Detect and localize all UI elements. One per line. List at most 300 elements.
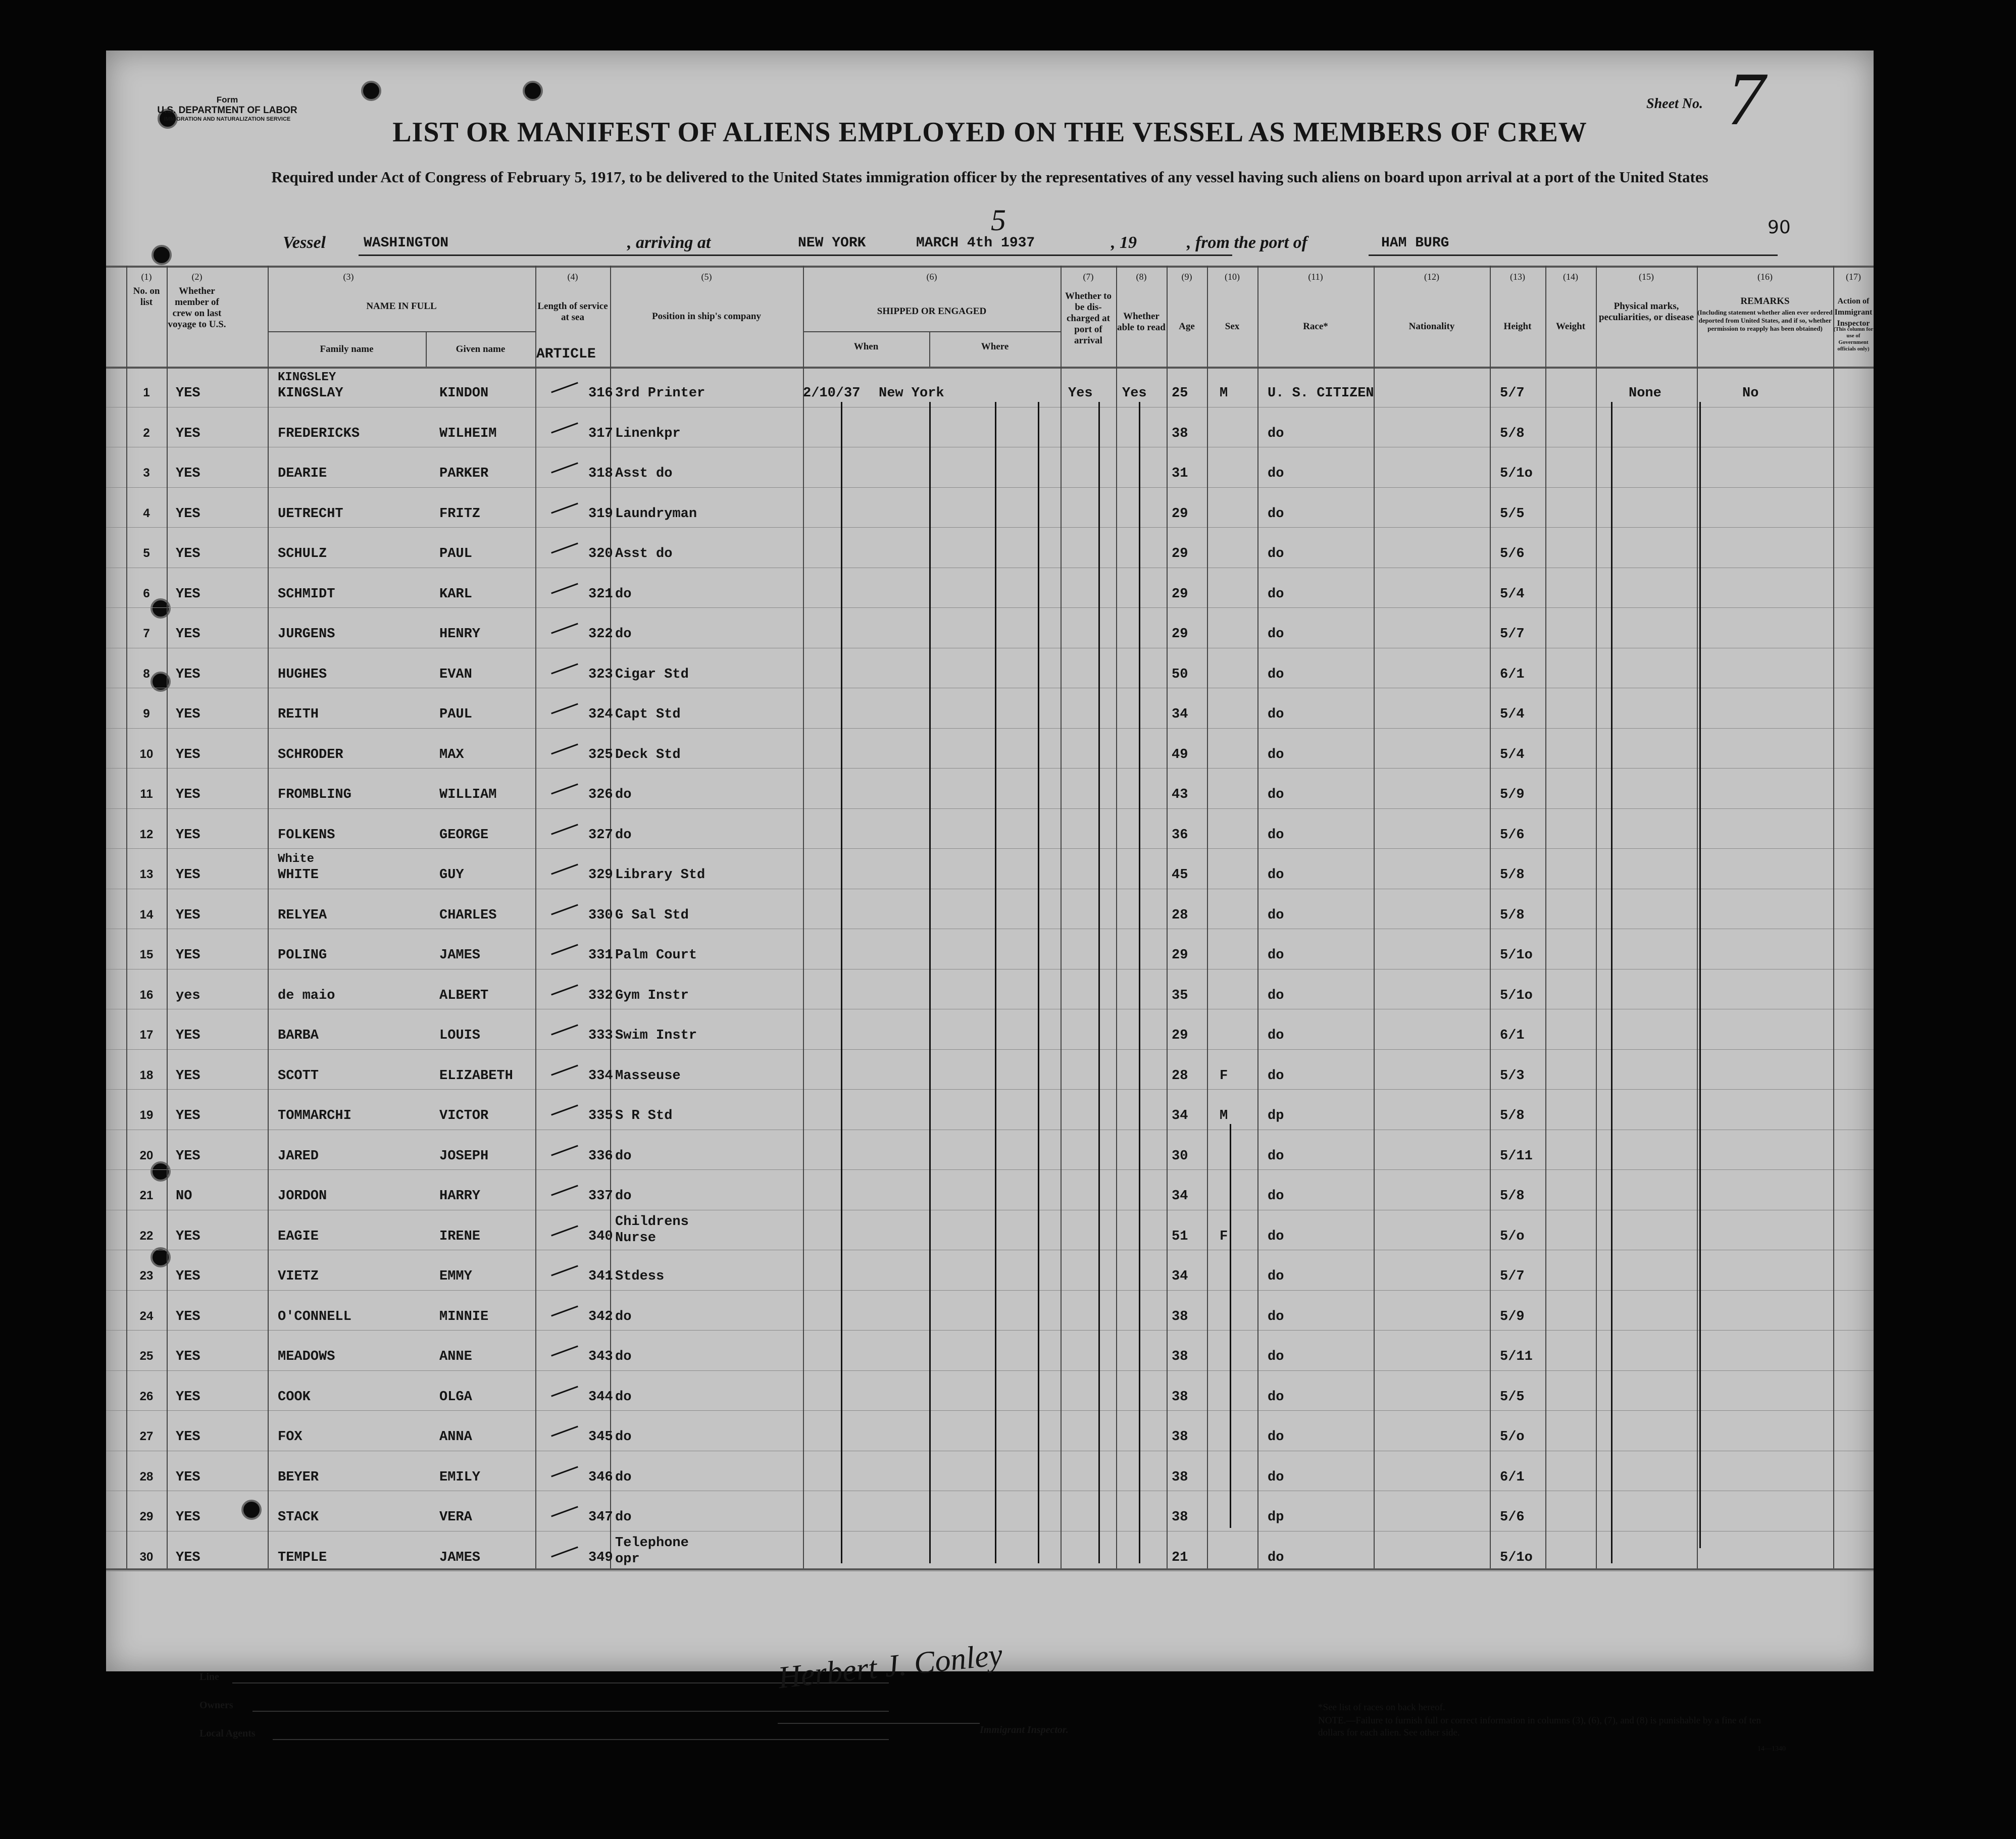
cell-given: GUY — [439, 867, 464, 883]
arrival-date: MARCH 4th 1937 — [916, 235, 1035, 251]
column-number: (9) — [1181, 272, 1192, 282]
header-position: Position in ship's company — [652, 311, 761, 322]
cell-age: 49 — [1172, 747, 1188, 762]
table-row — [106, 487, 1874, 528]
cell-given: JAMES — [439, 1550, 481, 1565]
date-correction: 5 — [991, 203, 1006, 237]
cell-height: 5/8 — [1500, 867, 1525, 883]
cell-read: Yes — [1122, 386, 1147, 401]
cell-member: NO — [176, 1189, 192, 1204]
owners-field — [253, 1711, 889, 1712]
column-number: (6) — [926, 272, 937, 282]
cell-race: do — [1268, 466, 1284, 481]
cell-article: 329 — [588, 867, 613, 883]
document-subtitle: Required under Act of Congress of February 5, 1917, to be delivered to the United States immigration officer by the representatives of any vessel having such aliens on board upon arrival at a port of the United States — [271, 168, 1708, 186]
cell-age: 28 — [1172, 908, 1188, 923]
arriving-label: , arriving at — [627, 233, 711, 252]
cell-height: 5/7 — [1500, 386, 1525, 401]
check-mark-icon — [551, 744, 578, 755]
cell-age: 30 — [1172, 1149, 1188, 1164]
cell-race: do — [1268, 1309, 1284, 1324]
cell-member: YES — [176, 1390, 200, 1405]
cell-height: 5/6 — [1500, 828, 1525, 843]
column-number: (11) — [1308, 272, 1323, 282]
cell-age: 34 — [1172, 707, 1188, 722]
cell-article: 327 — [588, 828, 613, 843]
header-nationality: Nationality — [1408, 321, 1455, 332]
cell-article: 333 — [588, 1028, 613, 1043]
cell-member: YES — [176, 506, 200, 522]
ditto-line — [1611, 402, 1612, 1563]
cell-height: 5/9 — [1500, 787, 1525, 802]
table-row — [106, 1491, 1874, 1531]
cell-article: 347 — [588, 1510, 613, 1525]
cell-family: SCHRODER — [278, 747, 343, 762]
cell-age: 28 — [1172, 1068, 1188, 1084]
cell-position: Masseuse — [615, 1068, 681, 1084]
table-row — [106, 1370, 1874, 1411]
cell-family: JARED — [278, 1149, 319, 1164]
cell-height: 5/11 — [1500, 1349, 1533, 1364]
cell-given: VERA — [439, 1510, 472, 1525]
header-where: Where — [981, 341, 1009, 352]
check-mark-icon — [551, 1466, 578, 1477]
cell-race: do — [1268, 988, 1284, 1003]
cell-no: 8 — [143, 667, 150, 681]
cell-article: 322 — [588, 627, 613, 642]
year-label: , 19 — [1111, 233, 1137, 252]
cell-article: 318 — [588, 466, 613, 481]
cell-height: 5/8 — [1500, 908, 1525, 923]
document-title: LIST OR MANIFEST OF ALIENS EMPLOYED ON THE VESSEL AS MEMBERS OF CREW — [392, 117, 1587, 148]
cell-position: Capt Std — [615, 707, 681, 722]
department-label: U.S. DEPARTMENT OF LABOR — [157, 105, 297, 116]
header-weight: Weight — [1555, 321, 1586, 332]
cell-family: SCOTT — [278, 1068, 319, 1084]
table-row — [106, 728, 1874, 769]
cell-no: 26 — [139, 1390, 154, 1403]
check-mark-icon — [551, 864, 578, 875]
cell-race: do — [1268, 1429, 1284, 1445]
cell-no: 17 — [139, 1028, 154, 1042]
cell-no: 11 — [140, 787, 153, 801]
cell-member: YES — [176, 1149, 200, 1164]
sheet-label: Sheet No. — [1646, 96, 1703, 112]
cell-age: 34 — [1172, 1108, 1188, 1123]
cell-given: KINDON — [439, 386, 489, 401]
ditto-line — [1098, 402, 1100, 1563]
family-name-overwrite: KINGSLEY — [278, 371, 336, 384]
check-mark-icon — [551, 543, 578, 554]
cell-given: JOSEPH — [439, 1149, 489, 1164]
cell-article: 349 — [588, 1550, 613, 1565]
header-sex: Sex — [1225, 321, 1240, 332]
table-row — [106, 607, 1874, 648]
cell-family: POLING — [278, 948, 327, 963]
cell-position: 3rd Printer — [615, 386, 705, 401]
cell-family: STACK — [278, 1510, 319, 1525]
vessel-name: WASHINGTON — [364, 235, 449, 251]
table-row — [106, 808, 1874, 849]
cell-sex: F — [1220, 1068, 1228, 1084]
cell-family: O'CONNELL — [278, 1309, 351, 1324]
name-subheader-divider — [268, 331, 535, 332]
column-number: (1) — [141, 272, 152, 282]
cell-no: 19 — [139, 1108, 154, 1122]
cell-position: Cigar Std — [615, 667, 689, 682]
cell-no: 25 — [139, 1349, 154, 1363]
cell-age: 29 — [1172, 546, 1188, 561]
cell-family: UETRECHT — [278, 506, 343, 522]
cell-article: 342 — [588, 1309, 613, 1324]
cell-given: ELIZABETH — [439, 1068, 513, 1084]
cell-discharged: Yes — [1068, 386, 1093, 401]
cell-no: 20 — [139, 1149, 154, 1162]
table-row — [106, 1009, 1874, 1049]
inspector-label: Immigrant Inspector. — [980, 1724, 1069, 1735]
races-note: *See list of races on back hereof. — [1318, 1702, 1445, 1713]
header-age: Age — [1179, 321, 1195, 332]
cell-race: do — [1268, 747, 1284, 762]
cell-height: 6/1 — [1500, 667, 1525, 682]
cell-given: FRITZ — [439, 506, 481, 522]
cell-race: do — [1268, 1470, 1284, 1485]
from-port: HAM BURG — [1381, 235, 1449, 251]
column-number: (5) — [701, 272, 712, 282]
cell-age: 38 — [1172, 1349, 1188, 1364]
cell-age: 50 — [1172, 667, 1188, 682]
cell-given: ALBERT — [439, 988, 489, 1003]
cell-position: Linenkpr — [615, 426, 681, 441]
header-family-name: Family name — [320, 344, 374, 354]
cell-height: 5/7 — [1500, 1269, 1525, 1284]
underline — [1369, 254, 1778, 256]
line-label: Line — [199, 1671, 219, 1682]
header-remarks: REMARKS — [1740, 296, 1790, 306]
cell-member: YES — [176, 1429, 200, 1445]
cell-member: YES — [176, 1229, 200, 1244]
cell-race: do — [1268, 1390, 1284, 1405]
header-member: Whether member of crew on last voyage to U.S. — [168, 286, 226, 330]
ditto-line — [929, 402, 931, 1563]
agents-label: Local Agents — [199, 1728, 256, 1739]
cell-age: 38 — [1172, 1429, 1188, 1445]
cell-position: Stdess — [615, 1269, 665, 1284]
cell-when: 2/10/37 — [803, 386, 861, 401]
cell-article: 326 — [588, 787, 613, 802]
cell-given: JAMES — [439, 948, 481, 963]
inspector-signature: Herbert J. Conley — [776, 1637, 1004, 1696]
table-row — [106, 1250, 1874, 1290]
cell-no: 21 — [139, 1189, 154, 1202]
table-row — [106, 929, 1874, 969]
cell-race: do — [1268, 1229, 1284, 1244]
header-able-to-read: Whether able to read — [1117, 311, 1166, 333]
cell-article: 336 — [588, 1149, 613, 1164]
table-row — [106, 648, 1874, 688]
cell-height: 5/1o — [1500, 948, 1533, 963]
cell-age: 29 — [1172, 506, 1188, 522]
cell-position: do — [615, 1149, 632, 1164]
cell-member: YES — [176, 908, 200, 923]
cell-family: COOK — [278, 1390, 311, 1405]
cell-article: 317 — [588, 426, 613, 441]
cell-member: YES — [176, 667, 200, 682]
cell-no: 6 — [143, 587, 150, 600]
cell-height: 5/4 — [1500, 747, 1525, 762]
cell-member: YES — [176, 707, 200, 722]
cell-family: VIETZ — [278, 1269, 319, 1284]
cell-family: FOX — [278, 1429, 303, 1445]
cell-height: 5/8 — [1500, 426, 1525, 441]
cell-race: dp — [1268, 1108, 1284, 1123]
cell-family: FROMBLING — [278, 787, 351, 802]
ditto-line — [1139, 402, 1140, 1563]
cell-no: 23 — [139, 1269, 154, 1283]
header-height: Height — [1503, 321, 1532, 332]
cell-no: 28 — [139, 1470, 154, 1484]
family-name-overwrite: White — [278, 852, 315, 866]
check-mark-icon — [551, 904, 578, 915]
cell-sex: M — [1220, 1108, 1228, 1123]
cell-given: IRENE — [439, 1229, 481, 1244]
cell-family: FREDERICKS — [278, 426, 360, 441]
cell-race: do — [1268, 1349, 1284, 1364]
cell-article: 319 — [588, 506, 613, 522]
column-number: (16) — [1757, 272, 1773, 282]
cell-race: do — [1268, 506, 1284, 522]
cell-family: RELYEA — [278, 908, 327, 923]
table-row — [106, 568, 1874, 608]
cell-given: ANNA — [439, 1429, 472, 1445]
table-row — [106, 1330, 1874, 1370]
cell-family: MEADOWS — [278, 1349, 335, 1364]
cell-position: do — [615, 1470, 632, 1485]
cell-race: do — [1268, 1269, 1284, 1284]
cell-race: do — [1268, 707, 1284, 722]
header-shipped-engaged: SHIPPED OR ENGAGED — [877, 306, 987, 317]
underline — [727, 254, 1232, 256]
cell-member: YES — [176, 466, 200, 481]
cell-no: 15 — [139, 948, 154, 961]
penalty-note: NOTE.—Failure to furnish full or correct information in columns (3), (6), (7), and (8) is punishable by a fine of ten dollars for each alien. See other side. — [1318, 1715, 1761, 1738]
cell-article: 337 — [588, 1189, 613, 1204]
cell-given: WILLIAM — [439, 787, 497, 802]
column-number: (4) — [567, 272, 578, 282]
cell-member: YES — [176, 386, 200, 401]
cell-no: 16 — [139, 988, 154, 1002]
cell-article: 331 — [588, 948, 613, 963]
cell-position: do — [615, 1510, 632, 1525]
signature-line — [778, 1723, 980, 1724]
header-action: Action of Immigrant Inspector — [1834, 297, 1873, 328]
arriving-port: NEW YORK — [798, 235, 866, 251]
cell-remarks: No — [1742, 386, 1759, 401]
cell-position: do — [615, 1309, 632, 1324]
cell-position: do — [615, 1429, 632, 1445]
cell-member: YES — [176, 1349, 200, 1364]
cell-given: EVAN — [439, 667, 472, 682]
cell-family: EAGIE — [278, 1229, 319, 1244]
cell-race: do — [1268, 667, 1284, 682]
agents-field — [273, 1739, 889, 1740]
cell-given: EMILY — [439, 1470, 481, 1485]
cell-given: PARKER — [439, 466, 489, 481]
cell-member: YES — [176, 1550, 200, 1565]
cell-height: 5/7 — [1500, 627, 1525, 642]
cell-age: 38 — [1172, 1309, 1188, 1324]
cell-height: 5/5 — [1500, 506, 1525, 522]
cell-age: 51 — [1172, 1229, 1188, 1244]
cell-race: do — [1268, 908, 1284, 923]
punch-hole-icon — [152, 245, 172, 265]
header-physical-marks: Physical marks, peculiarities, or disease — [1598, 301, 1694, 323]
cell-race: do — [1268, 587, 1284, 602]
ditto-line — [1699, 402, 1701, 1548]
cell-article: 344 — [588, 1390, 613, 1405]
vessel-label: Vessel — [283, 233, 326, 252]
cell-no: 10 — [139, 747, 154, 761]
ditto-line — [1230, 1124, 1231, 1528]
cell-race: do — [1268, 948, 1284, 963]
table-top-border — [106, 266, 1874, 268]
cell-race: dp — [1268, 1510, 1284, 1525]
cell-position: Library Std — [615, 867, 705, 883]
table-row — [106, 688, 1874, 728]
cell-race: do — [1268, 426, 1284, 441]
cell-given: MAX — [439, 747, 464, 762]
check-mark-icon — [551, 663, 578, 675]
cell-position: do — [615, 1390, 632, 1405]
cell-race: do — [1268, 867, 1284, 883]
cell-height: 5/1o — [1500, 1550, 1533, 1565]
cell-age: 45 — [1172, 867, 1188, 883]
cell-article: 345 — [588, 1429, 613, 1445]
cell-position: S R Std — [615, 1108, 673, 1123]
cell-height: 5/4 — [1500, 707, 1525, 722]
column-number: (14) — [1563, 272, 1578, 282]
form-code: 14—1340 — [1757, 1745, 1786, 1753]
cell-position: Palm Court — [615, 948, 697, 963]
check-mark-icon — [551, 423, 578, 434]
punch-hole-icon — [361, 81, 381, 101]
cell-height: 5/11 — [1500, 1149, 1533, 1164]
cell-no: 7 — [143, 627, 150, 640]
check-mark-icon — [551, 1065, 578, 1076]
cell-sex: F — [1220, 1229, 1228, 1244]
check-mark-icon — [551, 382, 578, 393]
cell-age: 29 — [1172, 587, 1188, 602]
cell-position: Deck Std — [615, 747, 681, 762]
table-row — [106, 1049, 1874, 1090]
table-row — [106, 527, 1874, 568]
cell-marks: None — [1629, 386, 1661, 401]
cell-family: TEMPLE — [278, 1550, 327, 1565]
cell-family: WHITE — [278, 867, 319, 883]
cell-age: 25 — [1172, 386, 1188, 401]
cell-article: 324 — [588, 707, 613, 722]
cell-member: YES — [176, 867, 200, 883]
header-race: Race* — [1303, 321, 1328, 332]
table-row — [106, 1130, 1874, 1170]
cell-age: 38 — [1172, 1470, 1188, 1485]
cell-height: 6/1 — [1500, 1028, 1525, 1043]
form-label: Form — [216, 95, 238, 105]
header-remarks-note: (Including statement whether alien ever ordered deported from United States, and if so, whether permission to reapply has been obtained) — [1697, 309, 1833, 332]
header-given-name: Given name — [456, 344, 506, 354]
header-name-in-full: NAME IN FULL — [366, 301, 437, 312]
column-number: (3) — [343, 272, 354, 282]
cell-given: PAUL — [439, 707, 472, 722]
cell-given: PAUL — [439, 546, 472, 561]
cell-given: EMMY — [439, 1269, 472, 1284]
check-mark-icon — [551, 583, 578, 594]
table-row — [106, 1531, 1874, 1571]
cell-member: YES — [176, 1028, 200, 1043]
table-row — [106, 367, 1874, 407]
cell-member: YES — [176, 948, 200, 963]
cell-article: 330 — [588, 908, 613, 923]
table-row — [106, 447, 1874, 487]
table-row — [106, 768, 1874, 808]
ditto-line — [841, 402, 842, 1563]
cell-sex: M — [1220, 386, 1228, 401]
cell-race: do — [1268, 1028, 1284, 1043]
cell-member: YES — [176, 1269, 200, 1284]
check-mark-icon — [551, 1225, 578, 1237]
cell-article: 335 — [588, 1108, 613, 1123]
cell-member: YES — [176, 546, 200, 561]
cell-position: Swim Instr — [615, 1028, 697, 1043]
manifest-sheet — [106, 50, 1874, 1753]
cell-article: 316 — [588, 386, 613, 401]
column-number: (12) — [1424, 272, 1439, 282]
owners-label: Owners — [199, 1700, 233, 1711]
cell-race: do — [1268, 1189, 1284, 1204]
cell-member: YES — [176, 1108, 200, 1123]
header-discharged: Whether to be dis-charged at port of arrival — [1065, 291, 1112, 346]
cell-family: SCHMIDT — [278, 587, 335, 602]
column-number: (10) — [1225, 272, 1240, 282]
cell-member: YES — [176, 787, 200, 802]
check-mark-icon — [551, 1426, 578, 1437]
cell-member: YES — [176, 1309, 200, 1324]
table-row — [106, 407, 1874, 447]
cell-age: 31 — [1172, 466, 1188, 481]
cell-height: 5/1o — [1500, 466, 1533, 481]
cell-article: 323 — [588, 667, 613, 682]
table-row — [106, 1089, 1874, 1130]
cell-no: 2 — [143, 426, 150, 440]
cell-given: OLGA — [439, 1390, 472, 1405]
cell-height: 6/1 — [1500, 1470, 1525, 1485]
cell-height: 5/o — [1500, 1229, 1525, 1244]
column-number: (13) — [1510, 272, 1525, 282]
cell-article: 320 — [588, 546, 613, 561]
cell-no: 18 — [139, 1068, 154, 1082]
cell-article: 343 — [588, 1349, 613, 1364]
check-mark-icon — [551, 1185, 578, 1196]
cell-no: 5 — [143, 546, 150, 560]
cell-member: YES — [176, 627, 200, 642]
cell-member: YES — [176, 1510, 200, 1525]
cell-race: do — [1268, 546, 1284, 561]
cell-age: 21 — [1172, 1550, 1188, 1565]
cell-member: yes — [176, 988, 200, 1003]
cell-member: YES — [176, 426, 200, 441]
cell-article: 340 — [588, 1229, 613, 1244]
cell-no: 13 — [139, 867, 154, 881]
